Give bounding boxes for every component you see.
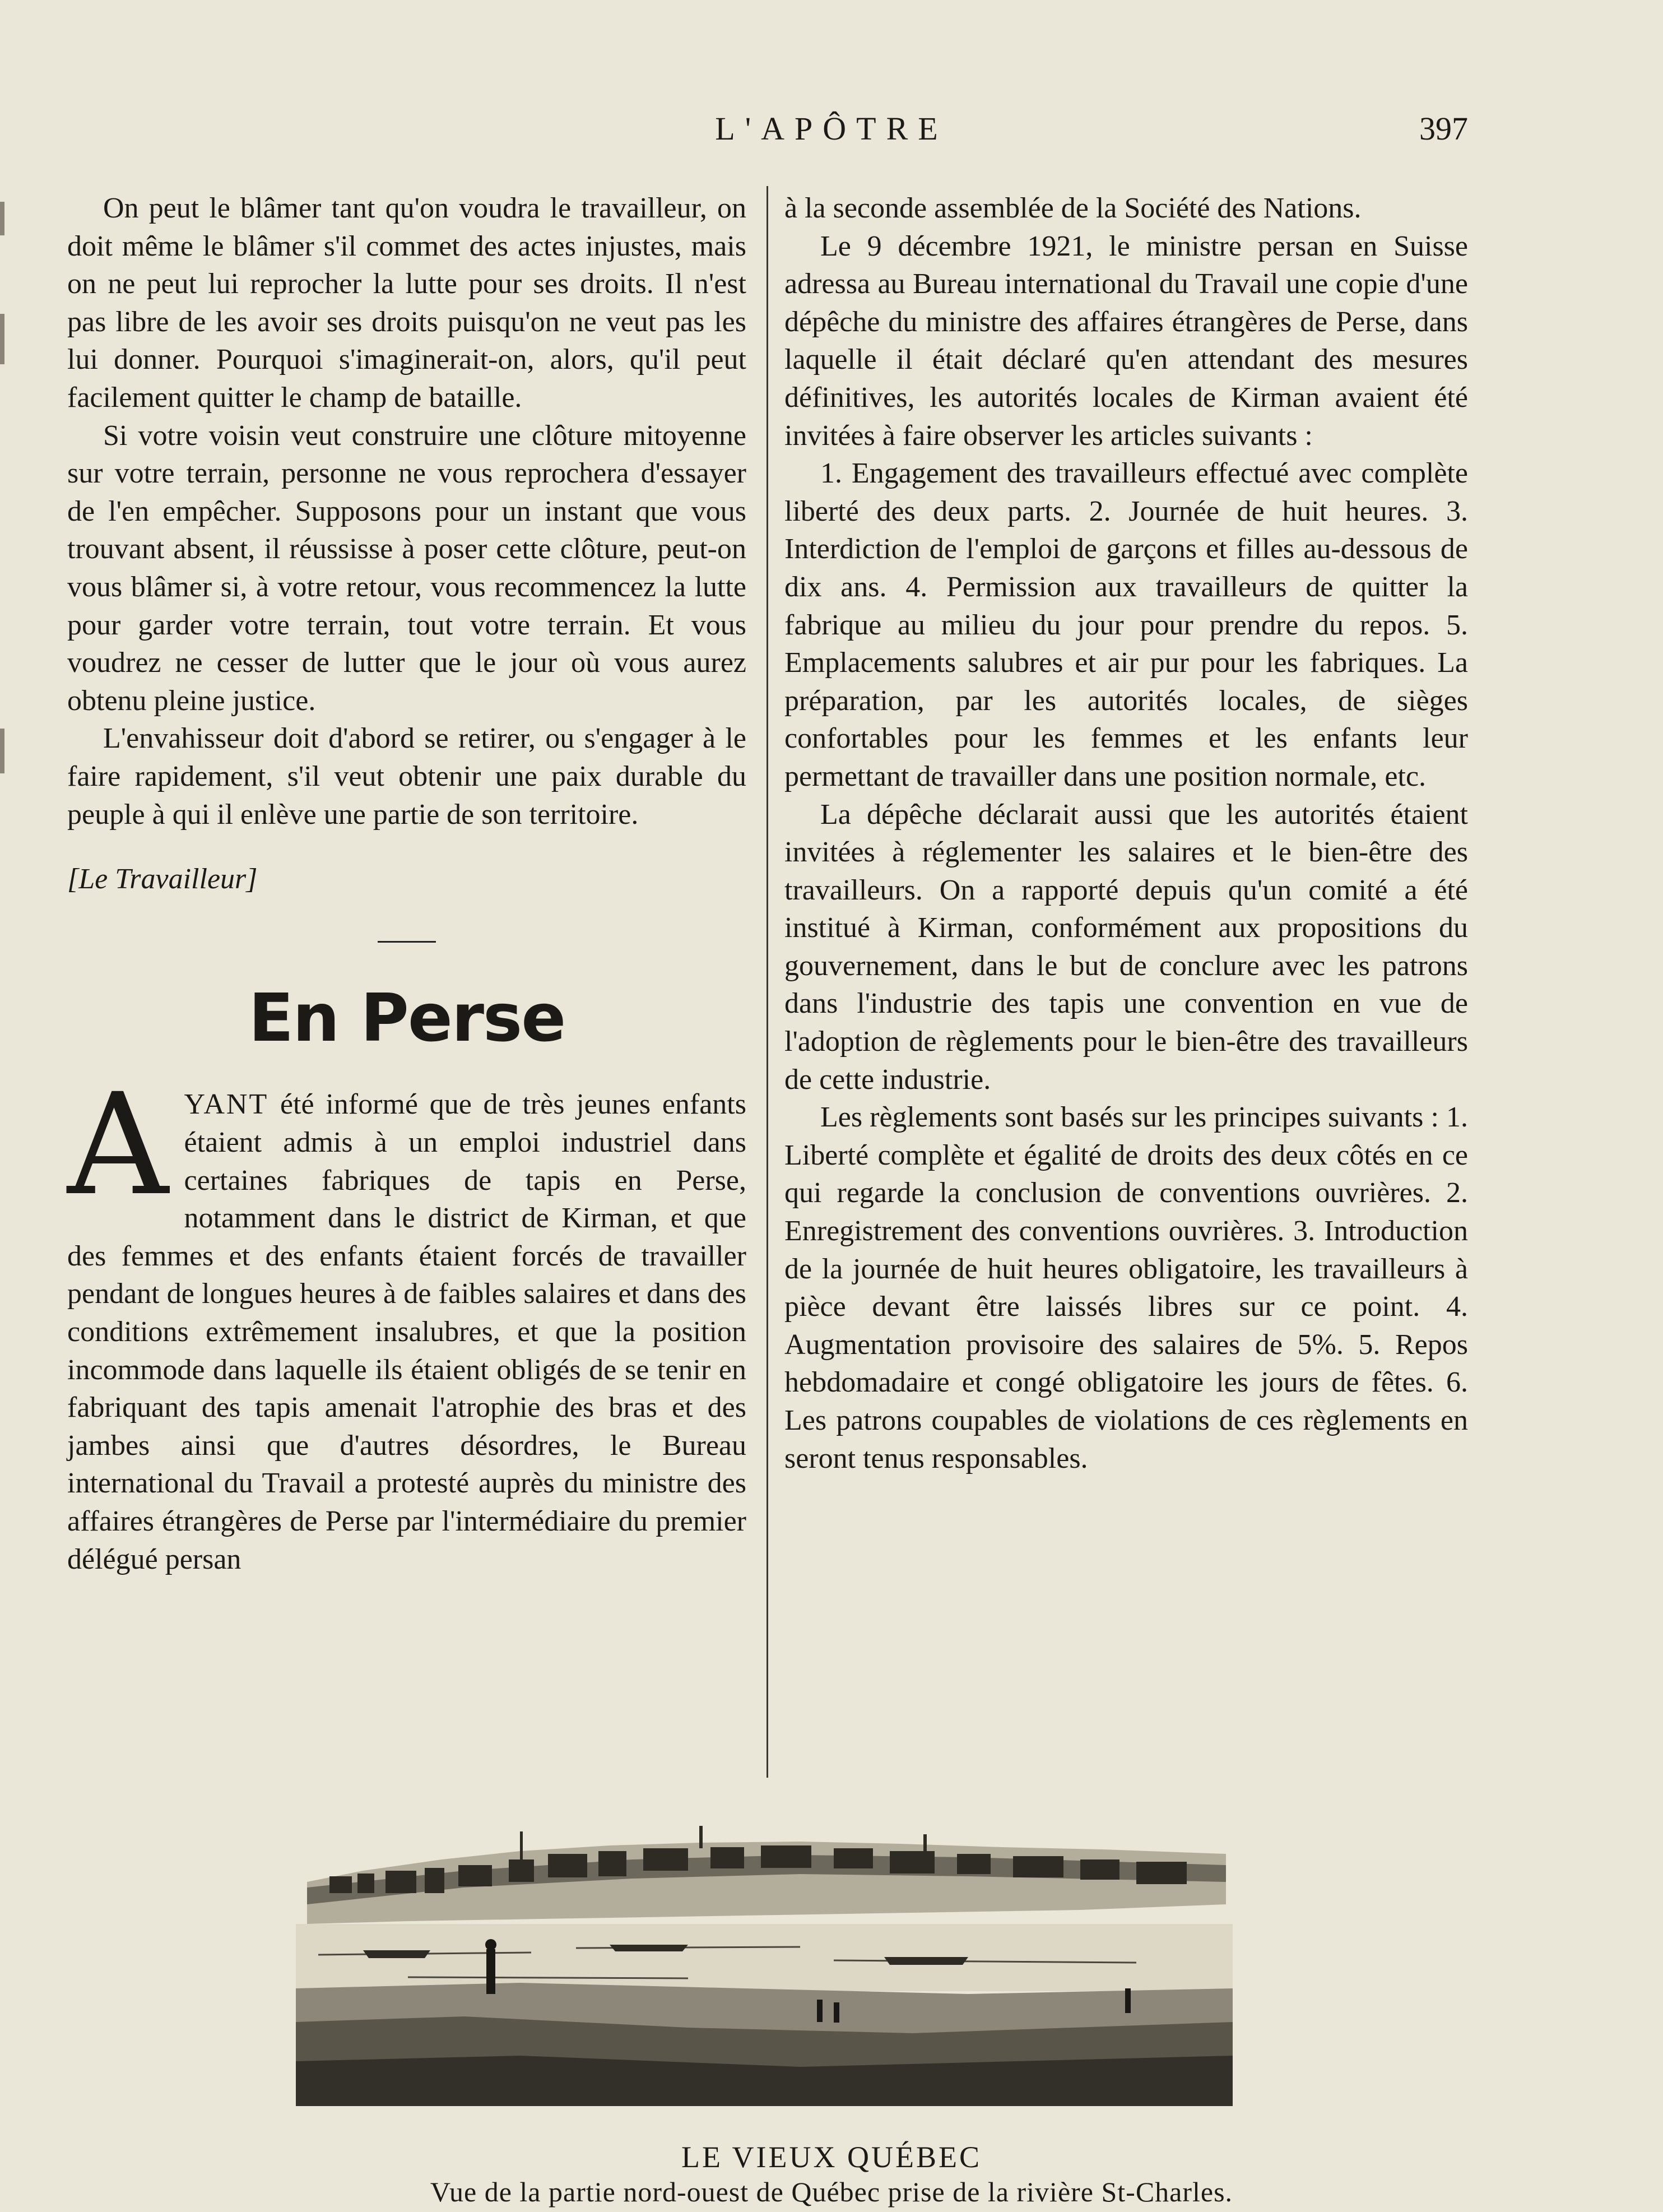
continued-text: à la seconde assemblée de la Société des Nations. [784,192,1362,224]
article-title: En Perse [248,979,565,1056]
journal-title: L'APÔTRE [715,110,948,147]
paragraph: Si votre voisin veut construire une clôture mitoyenne sur votre terrain, personne ne vous reprochera d'essayer de l'en empêcher. Supposons pour un instant que vous trouvant absent, il réussisse à poser cette clôture, peut-on vous blâmer si, à votre retour, vous recommencez la lutte pour garder votre terrain, tout votre terrain. Et vous voudrez ne cesser de lutter que le jour où vous aurez obtenu pleine justice. [67,419,746,717]
page-number: 397 [1419,110,1468,147]
paragraph: 1. Engagement des travailleurs effectué avec complète liberté des deux parts. 2. Journée de huit heures. 3. Interdiction de l'emploi de garçons et filles au-dessous de dix ans. 4. Permission aux travailleurs de quitter la fabrique au milieu du jour pour prendre du repos. 5. Emplacements salubres et air pur pour les fabriques. La préparation, par les autorités locales, de sièges confortables pour les femmes et les enfants leur permettant de travailler dans une position normale, etc. [784,457,1468,792]
source-citation: [Le Travailleur] [67,863,258,896]
paragraph: On peut le blâmer tant qu'on voudra le travailleur, on doit même le blâmer s'il commet des actes injustes, mais on ne peut lui reprocher la lutte pour ses droits. Il n'est pas libre de les avoir ses droits puisqu'on ne veut pas les lui donner. Pourquoi s'imaginerait-on, alors, qu'il peut facilement quitter le champ de bataille. [67,192,746,414]
paragraph: Les règlements sont basés sur les principes suivants : 1. Liberté complète et égalité de droits des deux côtés en ce qui regarde la conclusion de conventions ouvrières. 2. Enregistrement des conventions ouvrières. 3. Introduction de la journée de huit heures obligatoire, les travailleurs à pièce devant être laissés libres sur ce point. 4. Augmentation provisoire des salaires de 5%. 5. Repos hebdomadaire et congé obligatoire les jours de fêtes. 6. Les patrons coupables de violations de ces règlements en seront tenus responsables. [784,1101,1468,1474]
left-column [67,189,746,1578]
lead-text: été informé que de très jeunes enfants étaient admis à un emploi industriel dans certaines fabriques de tapis en Perse, notamment dans le district de Kirman, et que des femmes et des enfants étaient forcés de travailler pendant de longues heures à de faibles salaires et dans des conditions extrêmement insalubres, et que la position incommode dans laquelle ils étaient obligés de se tenir en fabriquant des tapis amenait l'atrophie des bras et des jambes ainsi que d'autres désordres, le Bureau international du Travail a protesté auprès du ministre des affaires étrangères de Perse par l'intermédiaire du premier délégué persan [67,1088,746,1575]
paragraph: La dépêche déclarait aussi que les autorités étaient invitées à réglementer les salaires et le bien-être des travailleurs. On a rapporté depuis qu'un comité a été institué à Kirman, conformément aux propositions du gouvernement, dans le but de conclure avec les patrons dans l'industrie des tapis une convention en vue de l'adoption de règlements pour le bien-être des travailleurs de cette industrie. [784,798,1468,1096]
paragraph: L'envahisseur doit d'abord se retirer, ou s'engager à le faire rapidement, s'il veut obtenir une paix durable du peuple à qui il enlève une partie de son territoire. [67,722,746,831]
figure-caption-text: Vue de la partie nord-ouest de Québec prise de la rivière St-Charles. [430,2176,1233,2208]
running-head [0,110,1663,155]
page-edge-mark [0,314,4,364]
right-column [784,189,1468,1477]
figure-caption-title: LE VIEUX QUÉBEC [681,2140,982,2174]
page-edge-mark [0,729,4,773]
article-lead-paragraph [67,1063,746,1578]
section-divider [378,941,436,943]
paragraph: Le 9 décembre 1921, le ministre persan en Suisse adressa au Bureau international du Travail une copie d'une dépêche du ministre des affaires étrangères de Perse, dans laquelle il était déclaré qu'en attendant des mesures définitives, les autorités locales de Kirman avaient été invitées à faire observer les articles suivants : [784,230,1468,452]
engraving-old-quebec [296,1820,1233,2106]
page-edge-mark [0,202,4,235]
column-divider [767,186,768,1778]
drop-cap: A [67,1063,169,1227]
lead-smallcaps: YANT [184,1088,269,1121]
